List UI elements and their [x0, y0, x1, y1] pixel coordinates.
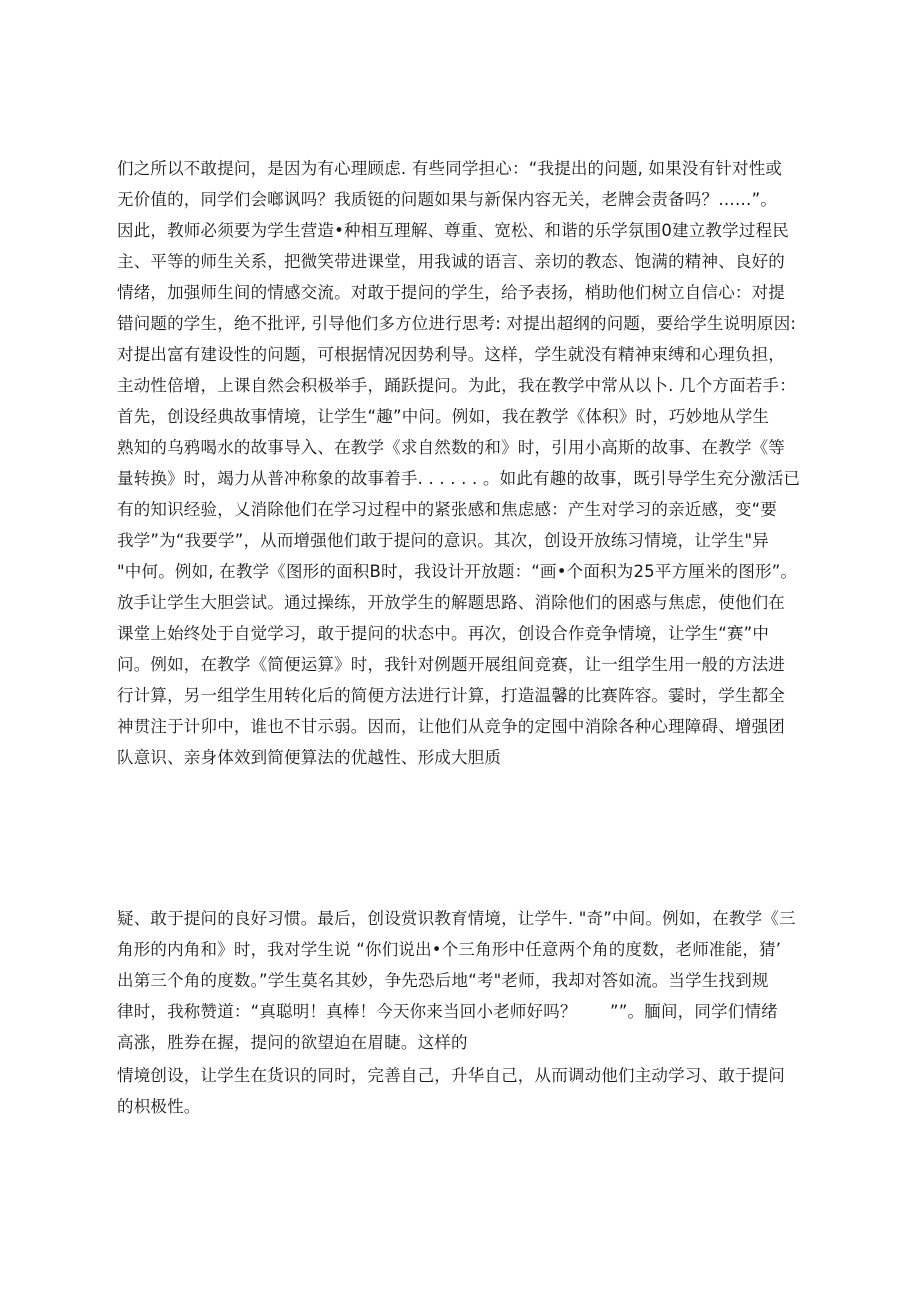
text-line: 情绪，加强师生间的情感交流。对敢于提问的学生，给予表扬，梢助他们树立自信心：对提	[117, 283, 785, 302]
paragraph-1	[117, 153, 817, 773]
text-line: 有的知识经验，乂消除他们在学习过程中的紧张感和焦虑感：产生对学习的亲近感，变“要	[117, 500, 778, 519]
text-line: 的枳极性。	[117, 1097, 201, 1116]
text-line: 课堂上始终处于自觉学习，敢于提问的状态中。再次，创设合作竞争情境，让学生“赛”中	[117, 624, 770, 643]
paragraph-2	[117, 903, 817, 1058]
text-line: 队意识、亲身体效到简便算法的优越性、形成大胆质	[117, 748, 502, 767]
text-line: 放手让学生大胆尝试。通过操练，开放学生的解题思路、消除他们的困惑与焦虑，使他们在	[117, 593, 785, 612]
text-line: 量转换》时，竭力从普冲称象的故事着手. . . . . . 。如此有趣的故事，既引导学生充分激活已	[117, 469, 801, 488]
text-line: 熟知的乌鸦喝水的故事导入、在教学《求自然数的和》时，引用小高斯的故事、在教学《等	[117, 438, 785, 457]
text-line: 主、平等的师生关系，把微笑带进课堂，用我诚的语言、亲切的教态、饱满的精神、良好的	[117, 252, 785, 271]
text-line: 错问题的学生，绝不批评, 引导他们多方位进行思考: 对提出超纲的问题，要给学生说明原因:	[117, 314, 797, 333]
text-line: 我学”为“我要学”，从而增强他们敢于提问的意识。其次，创设开放练习情境，让学生"异	[117, 531, 769, 550]
text-line: 疑、敢于提问的良好习惯。最后，创设赏识教育情境，让学牛. "奇”中间。例如，在教学《三	[117, 909, 796, 928]
text-line: 无价值的，同学们会啷讽吗？我质铤的问题如果与新保内容无关，老牌会责备吗？……”。	[117, 190, 778, 209]
text-line: 因此，教师必须要为学生营造•种相互理解、尊重、宽松、和谐的乐学氛围0建立教学过程民	[117, 221, 789, 240]
text-line: "中何。例如, 在教学《图形的面积B时，我设计开放题：“画•个面积为25平方厘米的图形”。	[117, 562, 798, 581]
text-line: 角形的内角和》时，我对学生说 “你们说出•个三角形中任意两个角的度数，老师准能，猜’	[117, 940, 782, 959]
text-line: 首先，创设经典故事情境，让学生“趣”中问。例如，我在教学《体积》时，巧妙地从学生	[117, 407, 770, 426]
text-line: 主动性倍增，上课自然会积极举手，踊跃提问。为此，我在教学中常从以卜. 几个方面若手：	[117, 376, 796, 395]
text-line: 对提出富有建设性的问题，可根据情况因势利导。这样，学生就没有精神束缚和心理负担，	[117, 345, 785, 364]
text-line: 问。例如，在教学《简便运算》时，我针对例题开展组间竞赛，让一组学生用一般的方法进	[117, 655, 785, 674]
text-line: 律时，我称赞道：“真聪明！真棒！今天你来当回小老师好吗？ ””。腼间，同学们情绪	[117, 1002, 778, 1021]
text-line: 出第三个角的度数。”学生莫名其妙，争先恐后地“考"老师，我却对答如流。当学生找到规	[117, 971, 769, 990]
text-line: 神贯注于计卯中，谁也不甘示弱。因而，让他们从竞争的定囤中消除各种心理障碍、增强团	[117, 717, 785, 736]
paragraph-3	[117, 1060, 817, 1122]
text-line: 高涨，胜券在握，提问的欲望迫在眉睫。这样的	[117, 1033, 468, 1052]
text-line: 行计算，另一组学生用转化后的简便方法进行计算，打造温馨的比赛阵容。霎时，学生都全	[117, 686, 785, 705]
text-line: 情境创设，让学生在货识的同时，完善自己，升华自己，从而调动他们主动学习、敢于提问	[117, 1066, 785, 1085]
text-line: 们之所以不敢提问，是因为有心理顾虑. 有些同学担心：“我提出的问题, 如果没有针对性或	[117, 159, 783, 178]
